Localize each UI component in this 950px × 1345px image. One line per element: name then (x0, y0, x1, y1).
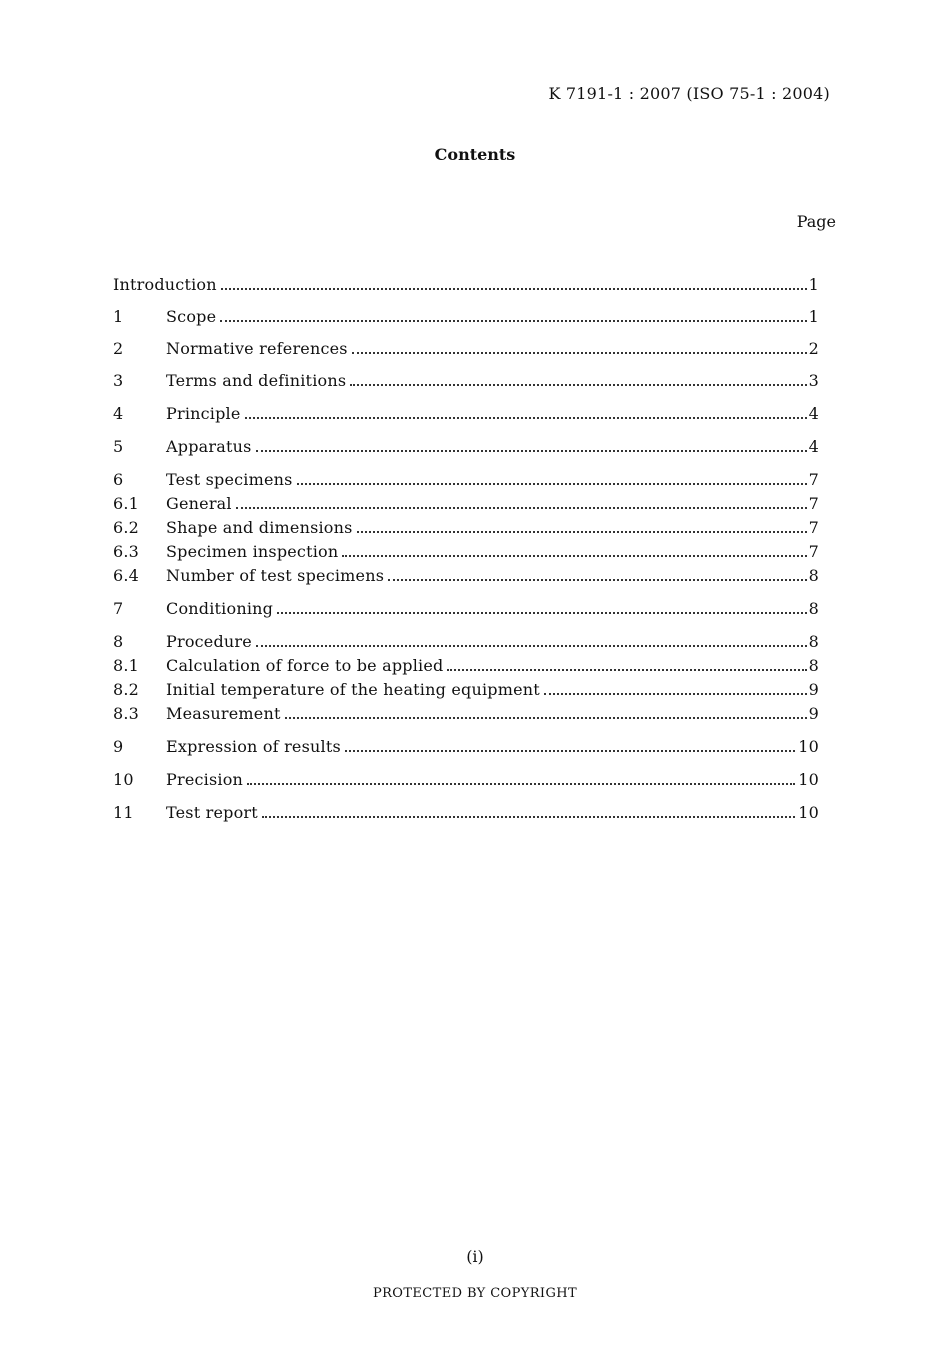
toc-leader-dots (342, 541, 806, 557)
toc-entry-8-1[interactable] (113, 655, 819, 679)
toc-entry-number: 8 (113, 632, 124, 651)
toc-leader-dots (245, 403, 807, 419)
toc-leader-dots (345, 736, 795, 752)
toc-entry-4[interactable] (113, 403, 819, 427)
toc-entry-number: 10 (113, 770, 134, 789)
toc-leader-dots (357, 517, 807, 533)
toc-entry-title: Test report (166, 803, 258, 822)
toc-entry-title: Principle (166, 404, 241, 423)
footer-page-number: (i) (466, 1247, 484, 1266)
toc-leader-dots (221, 274, 807, 290)
toc-leader-dots (277, 598, 807, 614)
toc-entry-6-2[interactable] (113, 517, 819, 541)
toc-entry-number: 6.3 (113, 542, 140, 561)
toc-entry-number: 6 (113, 470, 124, 489)
toc-entry-number: 7 (113, 599, 124, 618)
toc-entry-number: 9 (113, 737, 124, 756)
toc-entry-page: 9 (808, 704, 819, 723)
toc-entry-number: 2 (113, 339, 124, 358)
toc-entry-number: 8.2 (113, 680, 140, 699)
toc-entry-number: 4 (113, 404, 124, 423)
toc-entry-3[interactable] (113, 370, 819, 394)
toc-entry-number: 6.4 (113, 566, 140, 585)
toc-entry-title: Scope (166, 307, 217, 326)
toc-leader-dots (297, 469, 807, 485)
toc-entry-page: 10 (798, 737, 819, 756)
toc-entry-title: Expression of results (166, 737, 341, 756)
toc-entry-page: 8 (808, 599, 819, 618)
toc-entry-title: Test specimens (166, 470, 293, 489)
page-column-label: Page (796, 212, 836, 231)
toc-leader-dots (236, 493, 807, 509)
toc-entry-title: Measurement (166, 704, 281, 723)
toc-entry-11[interactable] (113, 802, 819, 826)
toc-entry-number: 1 (113, 307, 124, 326)
toc-leader-dots (256, 436, 807, 452)
toc-entry-number: 3 (113, 371, 124, 390)
toc-leader-dots (220, 306, 806, 322)
toc-entry-page: 8 (808, 566, 819, 585)
toc-entry-6-1[interactable] (113, 493, 819, 517)
toc-entry-8-2[interactable] (113, 679, 819, 703)
toc-entry-1[interactable] (113, 306, 819, 330)
toc-entry-title: Initial temperature of the heating equipment (166, 680, 540, 699)
toc-entry-2[interactable] (113, 338, 819, 362)
toc-entry-title: General (166, 494, 232, 513)
toc-entry-title: Terms and definitions (166, 371, 347, 390)
toc-entry-page: 4 (808, 437, 819, 456)
toc-entry-number: 5 (113, 437, 124, 456)
table-of-contents (113, 274, 819, 826)
toc-entry-7[interactable] (113, 598, 819, 622)
toc-entry-page: 7 (808, 518, 819, 537)
toc-leader-dots (256, 631, 807, 647)
toc-entry-number: 11 (113, 803, 134, 822)
toc-entry-title: Procedure (166, 632, 252, 651)
toc-leader-dots (544, 679, 807, 695)
toc-entry-5[interactable] (113, 436, 819, 460)
toc-entry-title: Precision (166, 770, 244, 789)
toc-leader-dots (388, 565, 806, 581)
toc-entry-8[interactable] (113, 631, 819, 655)
toc-entry-title: Apparatus (166, 437, 252, 456)
toc-entry-page: 7 (808, 470, 819, 489)
toc-entry-page: 7 (808, 542, 819, 561)
toc-entry-page: 7 (808, 494, 819, 513)
toc-entry-title: Specimen inspection (166, 542, 339, 561)
document-id: K 7191-1 : 2007 (ISO 75-1 : 2004) (548, 84, 830, 103)
toc-entry-title: Normative references (166, 339, 348, 358)
toc-entry-page: 8 (808, 656, 819, 675)
toc-leader-dots (352, 338, 807, 354)
toc-entry-page: 1 (808, 307, 819, 326)
toc-entry-6[interactable] (113, 469, 819, 493)
toc-entry-number: 6.2 (113, 518, 140, 537)
toc-entry-number: 6.1 (113, 494, 140, 513)
toc-entry-title: Shape and dimensions (166, 518, 353, 537)
toc-entry-10[interactable] (113, 769, 819, 793)
toc-entry-page: 10 (798, 770, 819, 789)
page-title: Contents (434, 145, 516, 164)
toc-entry-page: 9 (808, 680, 819, 699)
toc-entry-6-3[interactable] (113, 541, 819, 565)
toc-leader-dots (285, 703, 807, 719)
toc-entry-title: Number of test specimens (166, 566, 385, 585)
toc-entry-page: 10 (798, 803, 819, 822)
toc-entry-8-3[interactable] (113, 703, 819, 727)
toc-entry-page: 1 (808, 275, 819, 294)
toc-entry-number: 8.3 (113, 704, 140, 723)
toc-entry-introduction[interactable] (113, 274, 819, 298)
toc-leader-dots (262, 802, 795, 818)
toc-leader-dots (447, 655, 806, 671)
toc-entry-9[interactable] (113, 736, 819, 760)
toc-entry-title: Calculation of force to be applied (166, 656, 444, 675)
toc-entry-page: 8 (808, 632, 819, 651)
toc-entry-title: Introduction (113, 275, 217, 294)
toc-leader-dots (350, 370, 806, 386)
toc-leader-dots (247, 769, 795, 785)
toc-entry-6-4[interactable] (113, 565, 819, 589)
toc-entry-page: 4 (808, 404, 819, 423)
toc-entry-title: Conditioning (166, 599, 274, 618)
toc-entry-page: 3 (808, 371, 819, 390)
toc-entry-number: 8.1 (113, 656, 140, 675)
toc-entry-page: 2 (808, 339, 819, 358)
copyright-notice: PROTECTED BY COPYRIGHT (372, 1286, 578, 1301)
